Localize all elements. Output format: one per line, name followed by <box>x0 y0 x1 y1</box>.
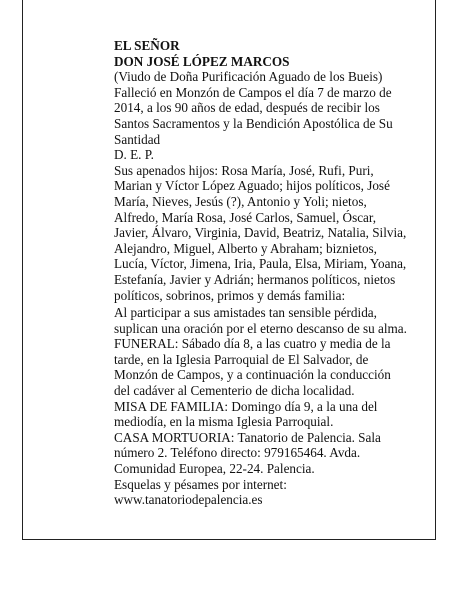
subtitle: (Viudo de Doña Purificación Aguado de los Bueis) <box>114 69 383 85</box>
obituary-notice <box>114 38 410 508</box>
death-paragraph: Falleció en Monzón de Campos el día 7 de marzo de 2014, a los 90 años de edad, después de recibir los Santos Sacramentos y la Bendición Apostólica de Su Santidad <box>114 84 393 147</box>
mortuary-paragraph: CASA MORTUORIA: Tanatorio de Palencia. Sala número 2. Teléfono directo: 979165464. Avda. Comunidad Europea, 22-24. Palencia. <box>114 429 381 477</box>
family-mass-paragraph: MISA DE FAMILIA: Domingo día 9, a la una del mediodía, en la misma Iglesia Parroquial. <box>114 398 378 430</box>
online-label: Esquelas y pésames por internet: <box>114 476 287 492</box>
dep-line: D. E. P. <box>114 147 154 163</box>
online-url: www.tanatoriodepalencia.es <box>114 492 263 508</box>
request-paragraph: Al participar a sus amistades tan sensible pérdida, suplican una oración por el eterno descanso de su alma. <box>114 305 407 336</box>
family-paragraph: Sus apenados hijos: Rosa María, José, Rufi, Puri, Marian y Víctor López Aguado; hijos políticos, José María, Nieves, Jesús (?), Antonio y Yoli; nietos, Alfredo, María Rosa, José Carlos, Samuel, Óscar, Javier, Álvaro, Virginia, David, Beatriz, Natalia, Silvia, Alejandro, Miguel, Alberto y Abraham; biznietos, Lucía, Víctor, Jimena, Iria, Paula, Elsa, Miriam, Yoana, Estefanía, Javier y Adrián; hermanos políticos, nietos políticos, sobrinos, primos y demás familia: <box>114 162 407 303</box>
title-line-2: DON JOSÉ LÓPEZ MARCOS <box>114 53 290 69</box>
title-line-1: EL SEÑOR <box>114 38 180 53</box>
funeral-paragraph: FUNERAL: Sábado día 8, a las cuatro y media de la tarde, en la Iglesia Parroquial de El Salvador, de Monzón de Campos, y a continuación la conducción del cadáver al Cementerio de dicha localidad. <box>114 336 391 399</box>
